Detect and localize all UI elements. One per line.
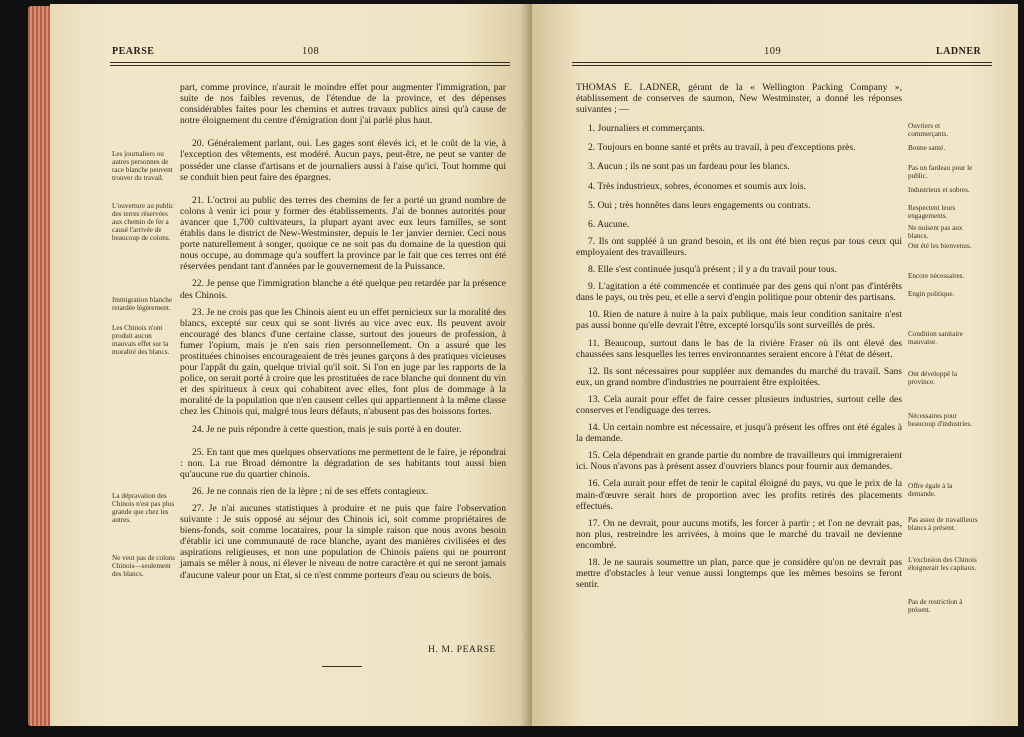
margin-note: Pas de restriction à présent. [908,598,963,614]
margin-note: Encore nécessaires. [908,272,965,280]
signature-pearse: H. M. PEARSE [428,644,496,655]
margin-note: Engin politique. [908,290,955,298]
margin-note: Ont été les bienvenus. [908,242,972,250]
answer-18: 18. Je ne saurais soumettre un plan, parce que je considère qu'on ne devrait pas mettre d'obstacles à leur venue aussi longtemps que les mêmes besoins se feront sentir. [576,557,902,591]
margin-note: Immigration blanche retardée légèrement. [112,296,173,312]
margin-note: La dépravation des Chinois n'est pas plus grande que chez les autres. [112,492,175,524]
answer-8: 8. Elle s'est continuée jusqu'à présent ; il y a du travail pour tous. [588,264,837,276]
header-rule-left [110,62,510,66]
paragraph-23: 23. Je ne crois pas que les Chinois aient eu un effet pernicieux sur la moralité des blancs, excepté sur ceux qui se sont livrés au vice avec eux. Ils peuvent avoir encouragé des blancs d'une certaine classe, surtout des joueurs de profession, à fumer l'opium, mais je n'en sais rien personnellement. On a assuré que les prostituées chinoises encourageaient de très jeunes garçons à des pratiques vicieuses pour l'appât du gain, quelque trivial qu'il soit. Si l'on en juge par les rapports de la police, on serait porté à croire que les prostituées de race blanche qui donnent du vin et des spiritueux à ceux qui cohabitent avec elles, font plus de dommage à la moralité de la population que n'en causent celles qui appartiennent à la même classe chez les Chinois qui, malgré tous leurs défauts, n'abusent pas des boissons fortes. [180,306,506,418]
answer-16: 16. Cela aurait pour effet de tenir le capital éloigné du pays, vu que le prix de la main-d'œuvre serait hors de proportion avec les profits retirés des placements effectués. [576,478,902,512]
answer-10: 10. Rien de nature à nuire à la paix publique, mais leur condition sanitaire n'est pas aussi bonne qu'elle devrait l'être, excepté lorsqu'ils sont surveillés de près. [576,309,902,332]
margin-note: L'ouverture au public des terres réservées aux chemin de fer a causé l'arrivée de beaucoup de colons. [112,202,174,242]
paragraph-21: 21. L'octroi au public des terres des chemins de fer a porté un grand nombre de colons à venir ici pour y former des établissements. J'ai de bonnes autorités pour avancer que 1,700 cultivateurs, la plupart ayant avec eux leurs familles, se sont établis dans le district de New-Westminster, depuis le 1er janvier dernier. Ceci nous porte naturellement à songer, quoique ce ne soit pas du domaine de la question qui nous occupe, au dommage qu'a souffert la province par le fait que ces terres ont été réservées pendant tant d'années par le gouvernement de la Puissance. [180,194,506,273]
margin-note: Respectent leurs engagements. [908,204,956,220]
answer-9: 9. L'agitation a été commencée et continuée par des gens qui n'ont pas d'intérêts dans le pays, ou très peu, et elle a servi d'engin politique pour obtenir des partisans. [576,281,902,304]
left-page [50,4,532,726]
answer-2: 2. Toujours en bonne santé et prêts au travail, à peu d'exceptions près. [588,142,856,154]
answer-3: 3. Aucun ; ils ne sont pas un fardeau pour les blancs. [588,161,790,173]
paragraph-20: 20. Généralement parlant, oui. Les gages sont élevés ici, et le coût de la vie, à l'exception des vêtements, est modéré. Aucun pays, peut-être, ne peut se vanter de posséder une classe d'artisans et de journaliers aussi à l'aise qu'ici. Tout homme qui se conduit bien peut faire des épargnes. [180,138,506,183]
margin-note: Pas un fardeau pour le public. [908,164,973,180]
margin-note: Ouvriers et commerçants. [908,122,949,138]
answer-15: 15. Cela dépendrait en grande partie du nombre de travailleurs qui immigreraient ici. Nous n'avons pas à présent assez d'ouvriers blancs pour fournir aux demandes. [576,450,902,473]
paragraph-continuation: part, comme province, n'aurait le moindre effet pour augmenter l'immigration, par suite de nos faibles revenus, de l'étendue de la province, et des dépenses considérables faites pour les chemins et autres travaux publics ainsi qu'à cause de notre éloignement du centre d'émigration dont j'ai parlé plus haut. [180,82,506,127]
running-header-right: LADNER [936,46,982,57]
margin-note: Bonne santé. [908,144,946,152]
witness-intro: THOMAS E. LADNER, gérant de la « Wellington Packing Company », établissement de conserves de saumon, New Westminster, a donné les réponses suivantes ; — [576,82,902,116]
margin-note: Nécessaires pour beaucoup d'industries. [908,412,972,428]
right-text-column [576,82,902,590]
margin-note: Les journaliers ou autres personnes de race blanche peuvent trouver du travail. [112,150,173,182]
paragraph-27: 27. Je n'ai aucunes statistiques à produire et ne puis que faire l'observation suivante : Je suis opposé au séjour des Chinois ici, soit comme propriétaires de biens-fonds, soit comme locataires, pour la simple raison que nous avons besoin d'établir ici une communauté de race blanche, ayant des manières civilisées et des aspirations religieuses, et non une population de Chinois païens qui ne pourront jamais se mêler à nous, ni élever le niveau de notre caractère et qui ne seront jamais d'aucune valeur pour un Etat, si ce n'est comme porteurs d'eau ou scieurs de bois. [180,503,506,581]
margin-note: Industrieux et sobres. [908,186,970,194]
answer-5: 5. Oui ; très honnêtes dans leurs engagements ou contrats. [588,199,811,211]
closing-rule [322,666,362,667]
left-text-column [180,82,506,581]
right-page [532,4,1018,726]
margin-note: Ont développé la province. [908,370,958,386]
paragraph-22: 22. Je pense que l'immigration blanche a été quelque peu retardée par la présence des Chinois. [180,278,506,301]
header-rule-right [572,62,992,66]
answer-1: 1. Journaliers et commerçants. [588,123,705,135]
answer-6: 6. Aucune. [588,218,630,230]
page-number-right: 109 [764,46,782,57]
paragraph-26: 26. Je ne connais rien de la lèpre ; ni de ses effets contagieux. [192,485,429,497]
answer-7: 7. Ils ont suppléé à un grand besoin, et ils ont été bien reçus par tous ceux qui employaient des travailleurs. [576,235,902,258]
answer-12: 12. Ils sont nécessaires pour suppléer aux demandes du marché du travail. Sans eux, un grand nombre d'industries ne pourraient être exploitées. [576,365,902,388]
answer-13: 13. Cela aurait pour effet de faire cesser plusieurs industries, surtout celle des conserves et l'endiguage des terres. [576,393,902,416]
margin-note: Les Chinois n'ont produit aucun mauvais effet sur la moralité des blancs. [112,324,170,356]
answer-14: 14. Un certain nombre est nécessaire, et jusqu'à présent les offres ont été égales à la demande. [576,422,902,445]
answer-17: 17. On ne devrait, pour aucuns motifs, les forcer à partir ; et l'on ne devrait pas, non plus, restreindre les arrivées, à moins que le marché du travail ne devienne encombré. [576,517,902,551]
margin-note: Ne veut pas de colons Chinois—seulement des blancs. [112,554,176,578]
margin-note: L'exclusion des Chinois éloignerait les capitaux. [908,556,977,572]
margin-note: Offre égale à la demande. [908,482,953,498]
answer-4: 4. Très industrieux, sobres, économes et soumis aux lois. [588,180,806,192]
answer-11: 11. Beaucoup, surtout dans le bas de la rivière Fraser où ils ont élevé des chaussées sans lesquelles les terres environnantes seraient encore à l'état de désert. [576,337,902,360]
paragraph-24: 24. Je ne puis répondre à cette question, mais je suis porté à en douter. [192,423,462,435]
margin-note: Condition sanitaire mauvaise. [908,330,963,346]
paragraph-25: 25. En tant que mes quelques observations me permettent de le faire, je répondrai : non. La rue Broad démontre la dégradation de ses habitants tout aussi bien qu'aucune rue du quartier chinois. [180,446,506,480]
running-header-left: PEARSE [112,46,155,57]
page-number-left: 108 [302,46,320,57]
margin-note: Ne nuisent pas aux blancs. [908,224,963,240]
margin-note: Pas assez de travailleurs blancs à présent. [908,516,978,532]
